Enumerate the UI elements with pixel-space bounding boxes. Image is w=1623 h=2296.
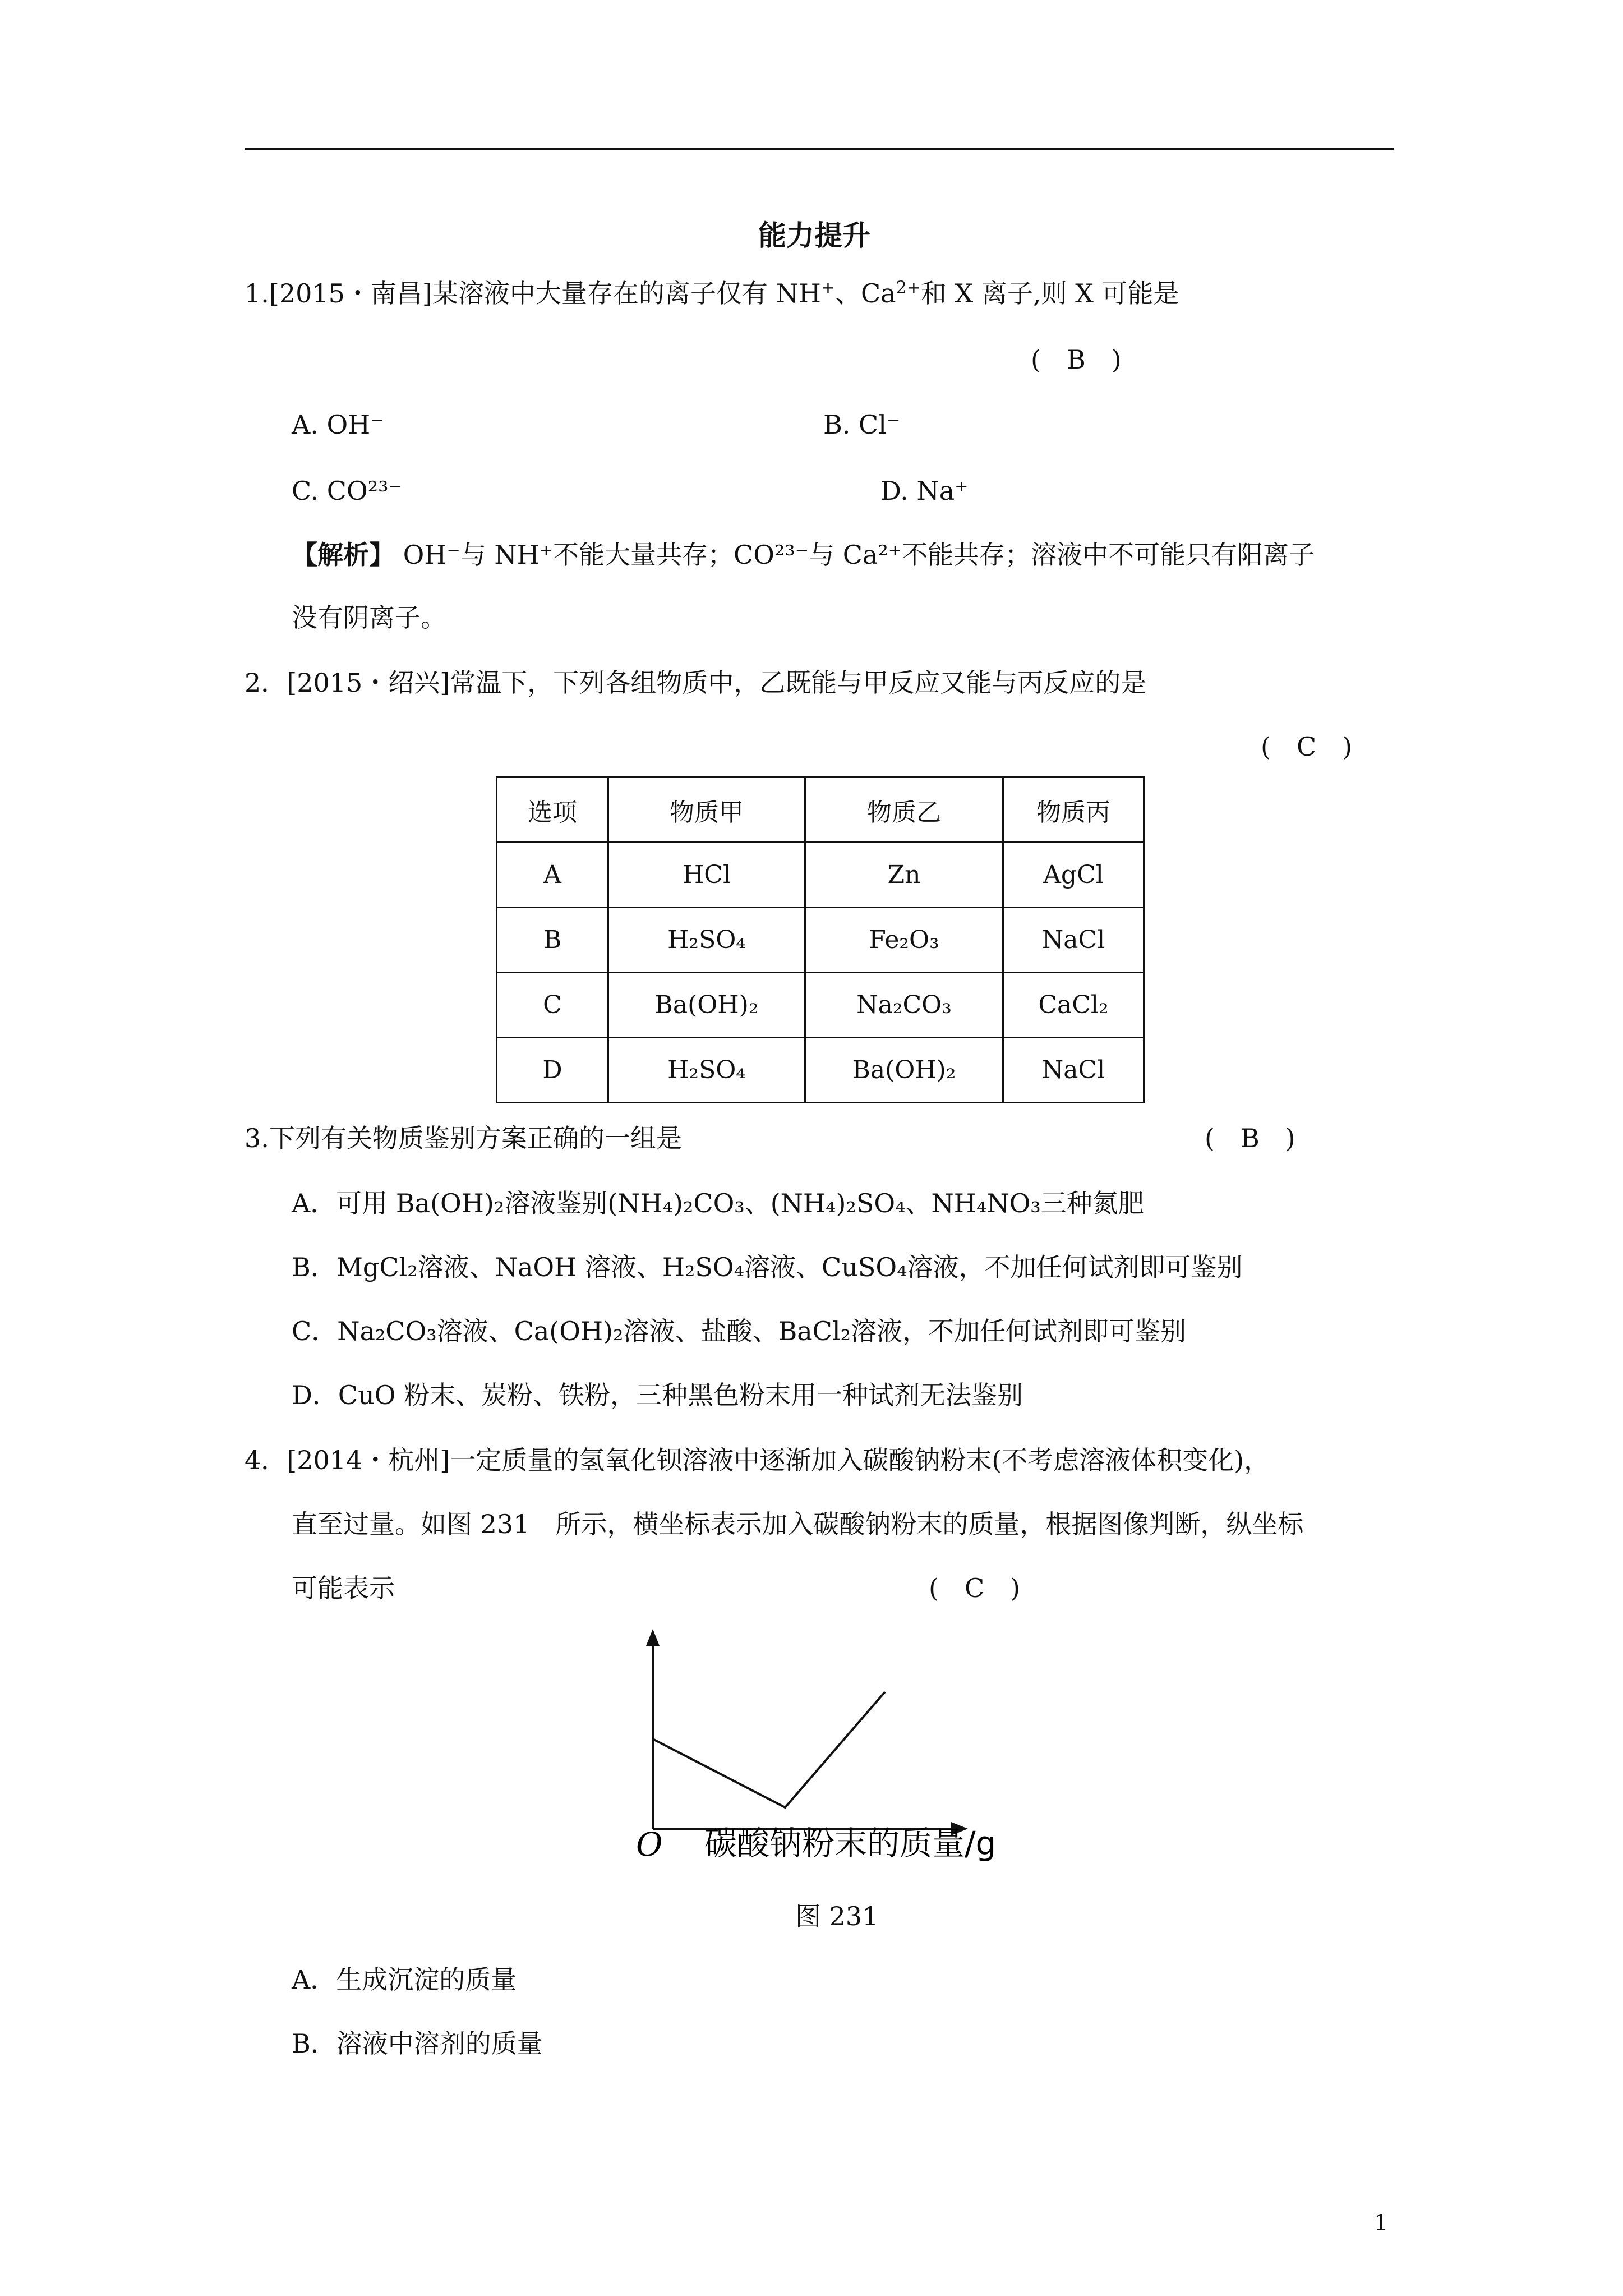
origin-label: O [636,1825,663,1864]
q1-option-a: A. OH⁻ [292,409,384,440]
table-row [497,843,1144,908]
q3-option-a: A．可用 Ba(OH)₂溶液鉴别(NH₄)₂CO₃、(NH₄)₂SO₄、NH₄NO₃三种氮肥 [292,1188,1144,1218]
q4-stem-line1: 4．[2014・杭州]一定质量的氢氧化钡溶液中逐渐加入碳酸钠粉末(不考虑溶液体积变化)， [245,1445,1270,1475]
table-header-cell: 物质丙 [1003,777,1144,843]
table-header-cell: 选项 [497,777,608,843]
q4-option-b: B．溶液中溶剂的质量 [292,2028,543,2059]
table-header-cell: 物质甲 [608,777,805,843]
table-row [497,908,1144,973]
table-cell: Zn [805,843,1003,908]
table-cell: D [497,1038,608,1103]
analysis-label: 【解析】 [292,540,395,570]
table-cell: B [497,908,608,973]
table-cell: A [497,843,608,908]
q3-option-d: D．CuO 粉末、炭粉、铁粉，三种黑色粉末用一种试剂无法鉴别 [292,1380,1023,1410]
table-cell: Fe₂O₃ [805,908,1003,973]
q1-option-c: C. CO²³⁻ [292,476,402,506]
q3-stem: 3.下列有关物质鉴别方案正确的一组是 [245,1123,682,1153]
table-cell: H₂SO₄ [608,1038,805,1103]
graph-line [653,1692,885,1807]
q1-option-b: B. Cl⁻ [823,409,901,440]
table-header-cell: 物质乙 [805,777,1003,843]
table-cell: C [497,973,608,1038]
table-row [497,1038,1144,1103]
table-header-row [497,777,1144,843]
table-cell: Ba(OH)₂ [805,1038,1003,1103]
table-cell: NaCl [1003,1038,1144,1103]
q4-graph [617,1627,1043,1885]
section-title: 能力提升 [758,219,870,252]
q2-answer: ( C ) [1261,731,1353,762]
table-row [497,973,1144,1038]
table-cell: NaCl [1003,908,1144,973]
q1-analysis-line2: 没有阴离子。 [292,602,446,633]
q4-answer: ( C ) [929,1573,1021,1603]
table-cell: CaCl₂ [1003,973,1144,1038]
q1-option-d: D. Na⁺ [880,476,969,506]
q1-answer: ( B ) [1031,344,1122,375]
figure-caption: 图 231 [795,1901,879,1931]
q2-stem: 2．[2015・绍兴]常温下，下列各组物质中，乙既能与甲反应又能与丙反应的是 [245,668,1147,698]
x-axis-label: 碳酸钠粉末的质量/g [704,1824,997,1862]
header-rule [245,148,1394,150]
table-cell: Na₂CO₃ [805,973,1003,1038]
q1-analysis-line1: OH⁻与 NH⁺不能大量共存；CO²³⁻与 Ca²⁺不能共存；溶液中不可能只有阳离子 [403,540,1315,570]
q3-option-b: B．MgCl₂溶液、NaOH 溶液、H₂SO₄溶液、CuSO₄溶液，不加任何试剂即可鉴别 [292,1252,1243,1282]
q3-answer: ( B ) [1205,1123,1295,1153]
table-cell: Ba(OH)₂ [608,973,805,1038]
y-axis-arrow [646,1629,660,1646]
table-cell: H₂SO₄ [608,908,805,973]
q1-stem: 1.[2015・南昌]某溶液中大量存在的离子仅有 NH+、$Ca^{2+}$和 X 离子,则 X 可能是 [245,278,1179,309]
q4-stem-line2: 直至过量。如图 231 所示，横坐标表示加入碳酸钠粉末的质量，根据图像判断，纵坐标 [292,1509,1304,1539]
q3-option-c: C．Na₂CO₃溶液、Ca(OH)₂溶液、盐酸、BaCl₂溶液，不加任何试剂即可鉴别 [292,1316,1187,1346]
table-cell: AgCl [1003,843,1144,908]
q4-stem-line3: 可能表示 [292,1573,395,1603]
page-number: 1 [1374,2210,1389,2236]
q1-analysis [292,539,1315,571]
q4-option-a: A．生成沉淀的质量 [292,1964,517,1995]
table-cell: HCl [608,843,805,908]
q2-table [496,776,1145,1103]
